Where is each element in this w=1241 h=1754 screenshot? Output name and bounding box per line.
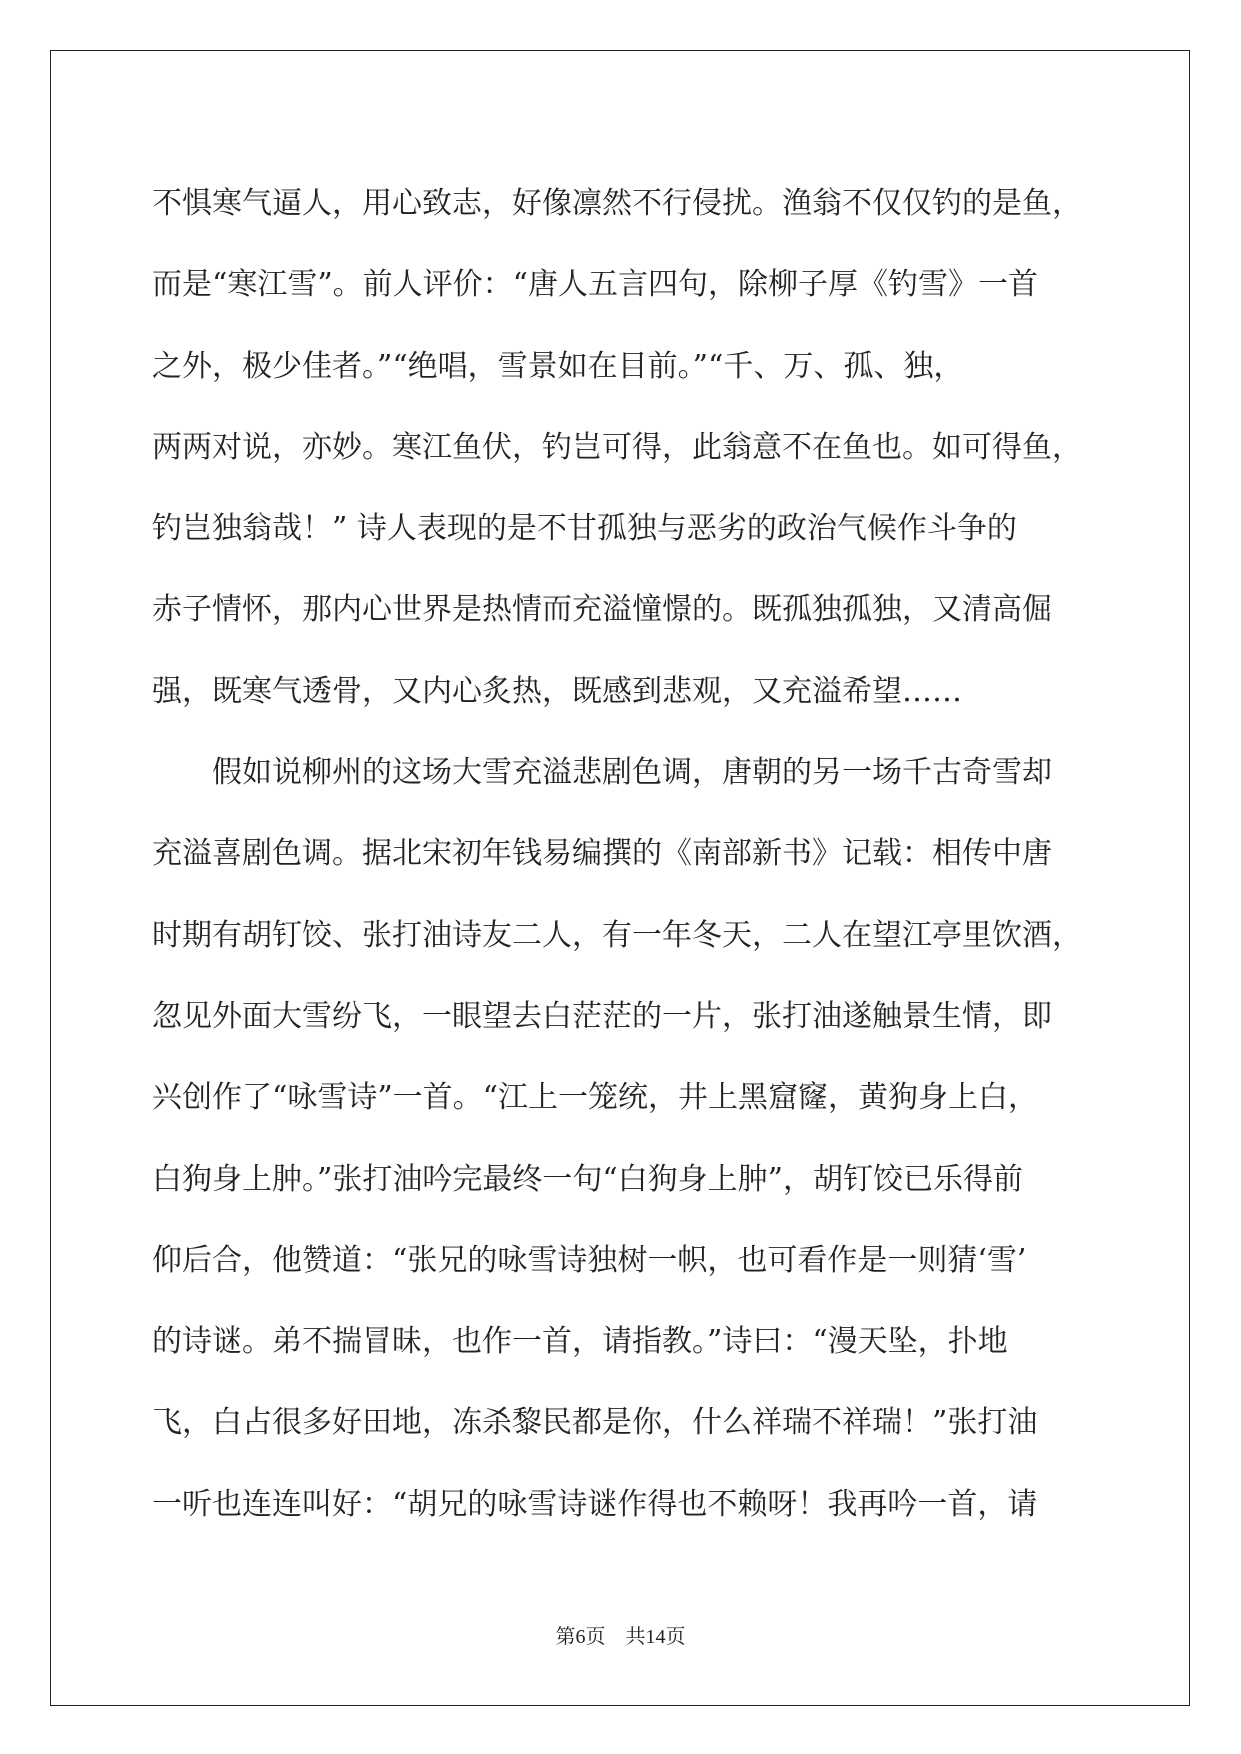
text-line: 飞，白占很多好田地，冻杀黎民都是你，什么祥瑞不祥瑞！”张打油: [152, 1405, 1038, 1441]
text-line: 充溢喜剧色调。据北宋初年钱易编撰的《南部新书》记载：相传中唐: [152, 836, 1052, 872]
text-line: 赤子情怀，那内心世界是热情而充溢憧憬的。既孤独孤独，又清高倔: [152, 592, 1052, 628]
text-line: 钓岂独翁哉！” 诗人表现的是不甘孤独与恶劣的政治气候作斗争的: [152, 511, 1017, 547]
document-body: [152, 163, 1092, 1545]
text-line: 强，既寒气透骨，又内心炙热，既感到悲观，又充溢希望……: [152, 673, 962, 709]
text-line: 不惧寒气逼人，用心致志，好像凛然不行侵扰。渔翁不仅仅钓的是鱼，: [152, 186, 1082, 221]
text-line: 假如说柳州的这场大雪充溢悲剧色调，唐朝的另一场千古奇雪却: [152, 755, 1052, 791]
text-line: 白狗身上肿。”张打油吟完最终一句“白狗身上肿”，胡钉饺已乐得前: [152, 1161, 1024, 1197]
text-line: 兴创作了“咏雪诗”一首。“江上一笼统，井上黑窟窿，黄狗身上白，: [152, 1080, 1039, 1116]
text-line: 仰后合，他赞道：“张兄的咏雪诗独树一帜，也可看作是一则猜‘雪’: [152, 1242, 1027, 1278]
text-line: 而是“寒江雪”。前人评价：“唐人五言四句，除柳子厚《钓雪》一首: [152, 267, 1039, 303]
text-line: 时期有胡钉饺、张打油诗友二人，有一年冬天，二人在望江亭里饮酒，: [152, 917, 1082, 953]
text-line: 忽见外面大雪纷飞，一眼望去白茫茫的一片，张打油遂触景生情，即: [152, 998, 1052, 1034]
text-line: 的诗谜。弟不揣冒昧，也作一首，请指教。”诗曰：“漫天坠，扑地: [152, 1324, 1008, 1360]
text-line: 两两对说，亦妙。寒江鱼伏，钓岂可得，此翁意不在鱼也。如可得鱼，: [152, 429, 1082, 465]
text-line: 之外，极少佳者。”“绝唱，雪景如在目前。”“千、万、孤、独，: [152, 348, 964, 384]
page-number-footer: 第6页 共14页: [555, 1626, 686, 1648]
text-line: 一听也连连叫好：“胡兄的咏雪诗谜作得也不赖呀！我再吟一首，请: [152, 1486, 1038, 1522]
